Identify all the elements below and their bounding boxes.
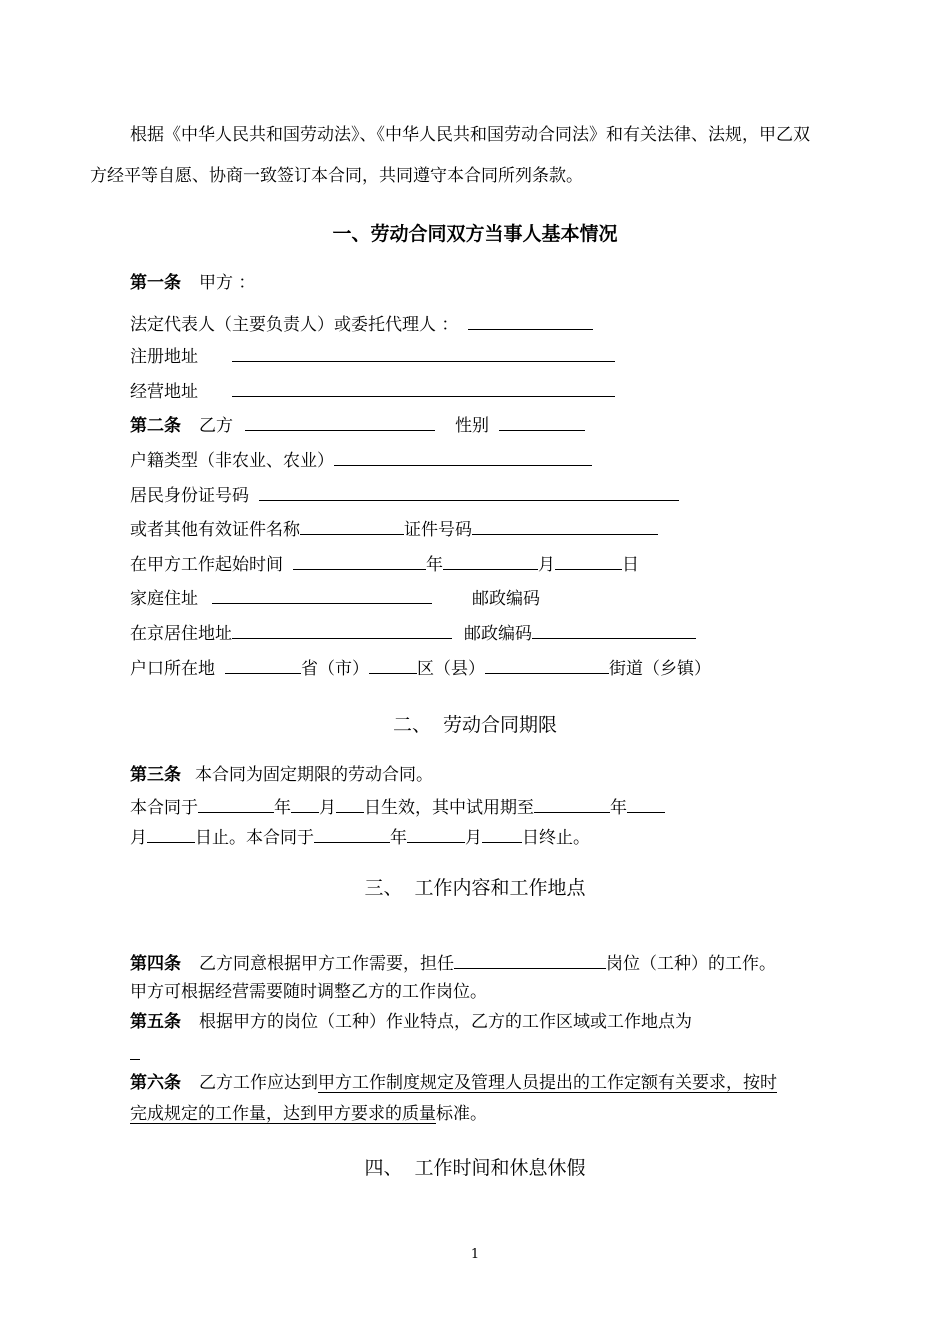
- article-4: [130, 950, 776, 975]
- hukou-type-blank[interactable]: [334, 447, 592, 466]
- probation-month-blank[interactable]: [627, 794, 665, 813]
- start-year-label: 年: [426, 555, 443, 575]
- hukou-location-row: [130, 655, 711, 680]
- id-number-label: 居民身份证号码: [130, 486, 249, 506]
- article-6-underlined-2: 完成规定的工作量，达到甲方要求的质量: [130, 1104, 436, 1124]
- biz-address-blank[interactable]: [232, 378, 615, 397]
- legal-rep-label: 法定代表人（主要负责人）或委托代理人 ：: [130, 315, 459, 335]
- hukou-location-label: 户口所在地: [130, 659, 215, 679]
- page-number: 1: [470, 1247, 480, 1262]
- term-end-year-label: 年: [390, 828, 407, 848]
- reg-address-blank[interactable]: [232, 343, 615, 362]
- article-6-line-2: [130, 1103, 487, 1125]
- article-4-text-b: 岗位（工种）的工作。: [606, 954, 776, 974]
- article-1: [130, 272, 255, 294]
- other-id-name-blank[interactable]: [300, 516, 404, 535]
- beijing-row: [130, 620, 696, 645]
- start-year-blank[interactable]: [293, 551, 426, 570]
- article-6-underlined-1: 甲方工作制度规定及管理人员提出的工作定额有关要求，按时: [318, 1073, 777, 1093]
- probation-month-label: 月: [130, 828, 147, 848]
- legal-rep-row: [130, 311, 593, 336]
- intro-line-1: 根据《中华人民共和国劳动法》、《中华人民共和国劳动合同法》和有关法律、法规，甲乙双: [130, 125, 810, 145]
- probation-label: 日生效，其中试用期至: [364, 798, 534, 818]
- street-blank[interactable]: [485, 655, 609, 674]
- probation-year-label: 年: [610, 798, 627, 818]
- term-start-day-blank[interactable]: [336, 794, 364, 813]
- biz-address-label: 经营地址: [130, 382, 198, 402]
- article-3-label: 第三条: [130, 765, 181, 785]
- id-number-row: [130, 482, 679, 507]
- party-b-label: 乙方: [199, 416, 233, 436]
- other-id-row: [130, 516, 658, 541]
- home-label: 家庭住址: [130, 589, 198, 609]
- article-3-end-row: [130, 824, 590, 849]
- intro-line-2: 方经平等自愿、协商一致签订本合同，共同遵守本合同所列条款。: [90, 166, 583, 186]
- other-id-name-label: 或者其他有效证件名称: [130, 520, 300, 540]
- start-time-label: 在甲方工作起始时间: [130, 555, 283, 575]
- article-5: [130, 1011, 692, 1033]
- province-blank[interactable]: [225, 655, 301, 674]
- article-2: [130, 412, 585, 437]
- article-1-label: 第一条: [130, 273, 181, 293]
- gender-blank[interactable]: [499, 412, 585, 431]
- article-6-text-a: 乙方工作应达到: [199, 1073, 318, 1093]
- probation-day-blank[interactable]: [147, 824, 195, 843]
- term-end-month-blank[interactable]: [407, 824, 465, 843]
- intro-paragraph: [90, 124, 865, 187]
- term-end-year-blank[interactable]: [314, 824, 390, 843]
- probation-year-blank[interactable]: [534, 794, 610, 813]
- hukou-type-row: [130, 447, 592, 472]
- reg-address-label: 注册地址: [130, 347, 198, 367]
- article-6-text-b: 标准。: [436, 1104, 487, 1124]
- section-3-title: 三、 工作内容和工作地点: [364, 877, 586, 899]
- other-id-number-blank[interactable]: [472, 516, 658, 535]
- home-row: [130, 585, 540, 610]
- term-start-year-label: 年: [274, 798, 291, 818]
- biz-address-row: [130, 378, 615, 403]
- article-2-label: 第二条: [130, 416, 181, 436]
- start-day-blank[interactable]: [555, 551, 622, 570]
- legal-rep-blank[interactable]: [468, 311, 593, 330]
- beijing-address-blank[interactable]: [232, 620, 452, 639]
- district-label: 区（县）: [417, 659, 485, 679]
- article-5-text: 根据甲方的岗位（工种）作业特点，乙方的工作区域或工作地点为: [199, 1012, 692, 1032]
- term-start-year-blank[interactable]: [198, 794, 274, 813]
- beijing-label: 在京居住地址: [130, 624, 232, 644]
- province-label: 省（市）: [301, 659, 369, 679]
- article-5-label: 第五条: [130, 1012, 181, 1032]
- article-4-label: 第四条: [130, 954, 181, 974]
- gender-label: 性别: [455, 416, 489, 436]
- position-blank[interactable]: [454, 950, 606, 969]
- reg-address-row: [130, 343, 615, 368]
- term-start-month-blank[interactable]: [291, 794, 319, 813]
- other-id-number-label: 证件号码: [404, 520, 472, 540]
- article-3-text: 本合同为固定期限的劳动合同。: [195, 765, 433, 785]
- term-start-month-label: 月: [319, 798, 336, 818]
- article-3-term-row: [130, 794, 665, 819]
- term-start-label: 本合同于: [130, 798, 198, 818]
- beijing-postcode-label: 邮政编码: [464, 624, 532, 644]
- term-end-day-label: 日终止。: [522, 828, 590, 848]
- id-number-blank[interactable]: [259, 482, 679, 501]
- article-4-line-2: 甲方可根据经营需要随时调整乙方的工作岗位。: [130, 982, 487, 1002]
- term-end-month-label: 月: [465, 828, 482, 848]
- start-time-row: [130, 551, 639, 576]
- article-6: [130, 1072, 777, 1094]
- start-day-label: 日: [622, 555, 639, 575]
- party-a-label: 甲方 ：: [199, 273, 256, 293]
- term-end-label: 日止。本合同于: [195, 828, 314, 848]
- work-location-row: [130, 1041, 140, 1066]
- start-month-label: 月: [538, 555, 555, 575]
- article-4-text-a: 乙方同意根据甲方工作需要，担任: [199, 954, 454, 974]
- district-blank[interactable]: [369, 655, 417, 674]
- start-month-blank[interactable]: [443, 551, 538, 570]
- article-3: [130, 764, 433, 786]
- beijing-postcode-blank[interactable]: [532, 620, 696, 639]
- home-address-blank[interactable]: [212, 585, 432, 604]
- term-end-day-blank[interactable]: [482, 824, 522, 843]
- section-1-title: 一、劳动合同双方当事人基本情况: [332, 223, 618, 245]
- work-location-blank[interactable]: [130, 1041, 140, 1060]
- home-postcode-label: 邮政编码: [472, 589, 540, 609]
- section-2-title: 二、 劳动合同期限: [392, 714, 558, 736]
- article-6-label: 第六条: [130, 1073, 181, 1093]
- party-b-blank[interactable]: [245, 412, 435, 431]
- street-label: 街道（乡镇）: [609, 659, 711, 679]
- section-4-title: 四、 工作时间和休息休假: [364, 1157, 586, 1179]
- hukou-type-label: 户籍类型（非农业、农业）: [130, 451, 334, 471]
